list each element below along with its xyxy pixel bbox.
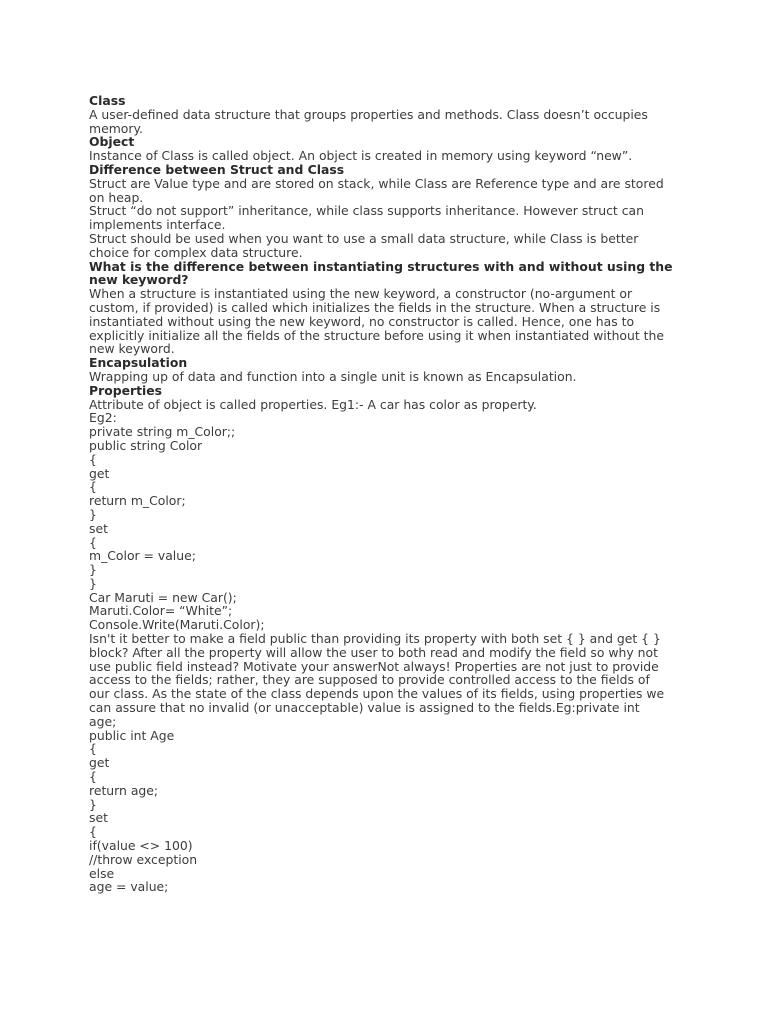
text-line: return m_Color; (89, 493, 186, 509)
text-line: our class. As the state of the class depends upon the values of its fields, using properties we (89, 686, 665, 702)
text-line: } (89, 575, 97, 591)
text-line: implements interface. (89, 217, 226, 233)
text-line: on heap. (89, 189, 144, 205)
text-line: set (89, 520, 108, 536)
text-line: Isn't it better to make a field public than providing its property with both set { } and get { } (89, 631, 661, 647)
text-line: } (89, 562, 97, 578)
text-line: } (89, 796, 97, 812)
section-heading: Class (89, 93, 126, 108)
section-heading: new keyword? (89, 272, 189, 288)
text-line: Struct should be used when you want to use a small data structure, while Class is better (89, 230, 639, 246)
text-line: private string m_Color;; (89, 424, 236, 440)
text-line: Struct are Value type and are stored on stack, while Class are Reference type and are stored (89, 175, 664, 191)
text-line: return age; (89, 782, 159, 798)
text-line: { (89, 534, 97, 550)
text-line: Car Maruti = new Car(); (89, 589, 237, 605)
section-heading: What is the difference between instantiating structures with and without using the (89, 258, 673, 274)
text-line: choice for complex data structure. (89, 244, 303, 260)
text-line: When a structure is instantiated using the new keyword, a constructor (no-argument or (89, 286, 633, 302)
text-line: use public field instead? Motivate your answerNot always! Properties are not just to provide (89, 658, 659, 674)
text-line: get (89, 465, 110, 481)
section-heading: Properties (89, 382, 163, 398)
section-heading: Encapsulation (89, 355, 188, 371)
text-line: A user-defined data structure that groups properties and methods. Class doesn’t occupies (89, 106, 648, 122)
section-heading: Object (89, 134, 135, 150)
text-line: block? After all the property will allow the user to both read and modify the field so why not (89, 644, 658, 660)
text-line: { (89, 479, 97, 495)
text-line: set (89, 810, 108, 826)
text-line: Eg2: (89, 410, 117, 426)
text-line: else (89, 865, 115, 881)
text-line: if(value <> 100) (89, 838, 193, 854)
text-line: instantiated without using the new keyword, no constructor is called. Hence, one has to (89, 313, 635, 329)
text-line: can assure that no invalid (or unacceptable) value is assigned to the fields.Eg:private int (89, 700, 640, 716)
text-line: Console.Write(Maruti.Color); (89, 617, 265, 633)
text-line: age = value; (89, 879, 169, 895)
text-line: public string Color (89, 437, 203, 453)
text-line: Wrapping up of data and function into a single unit is known as Encapsulation. (89, 368, 577, 384)
text-line: { (89, 769, 97, 785)
document-page (89, 94, 689, 894)
text-line: m_Color = value; (89, 548, 196, 564)
text-line: custom, if provided) is called which initializes the fields in the structure. When a structure is (89, 299, 661, 315)
text-line: access to the fields; rather, they are supposed to provide controlled access to the fields of (89, 672, 650, 688)
text-line: public int Age (89, 727, 175, 743)
text-line: Instance of Class is called object. An object is created in memory using keyword “new”. (89, 148, 633, 164)
text-line: { (89, 824, 97, 840)
text-line: new keyword. (89, 341, 175, 357)
section-heading: Difference between Struct and Class (89, 161, 345, 177)
text-line: age; (89, 713, 117, 729)
text-line: Maruti.Color= “White”; (89, 603, 233, 619)
text-line: Struct “do not support” inheritance, while class supports inheritance. However struct can (89, 203, 644, 219)
text-line: Attribute of object is called properties. Eg1:- A car has color as property. (89, 396, 537, 412)
text-line: explicitly initialize all the fields of the structure before using it when instantiated without the (89, 327, 664, 343)
text-line: //throw exception (89, 851, 198, 867)
text-line: get (89, 755, 110, 771)
text-line: } (89, 506, 97, 522)
text-line: memory. (89, 120, 143, 136)
text-line: { (89, 741, 97, 757)
text-line: { (89, 451, 97, 467)
